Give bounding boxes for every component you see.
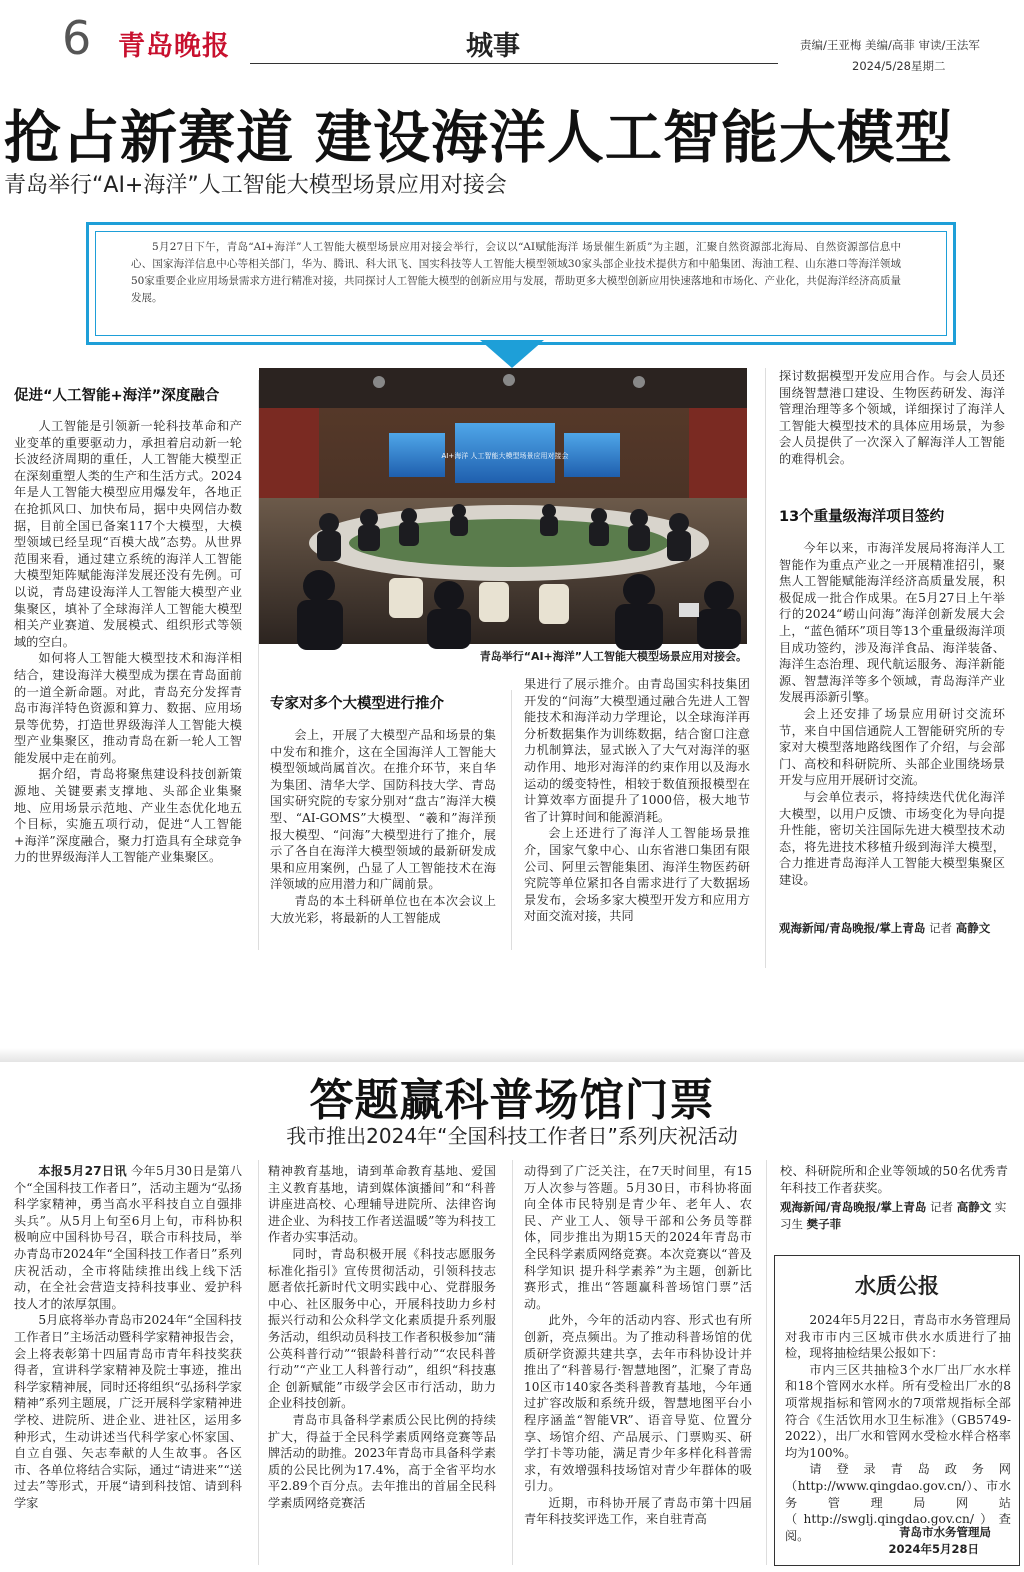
section-separator-band bbox=[0, 1048, 1024, 1062]
notice-signature-org: 青岛市水务管理局 bbox=[899, 1525, 991, 1539]
intro-box bbox=[86, 222, 956, 345]
subhead-model-promotion: 专家对多个大模型进行推介 bbox=[270, 696, 444, 712]
paragraph: 校、科研院所和企业等领域的50名优秀青年科技工作者获奖。 bbox=[780, 1164, 1008, 1195]
column-divider bbox=[258, 380, 259, 950]
paragraph: 2024年5月22日，青岛市水务管理局对我市市内三区城市供水水质进行了抽检，现将抽检结果公报如下： bbox=[785, 1313, 1011, 1361]
subheadline-2: 我市推出2024年“全国科技工作者日”系列庆祝活动 bbox=[286, 1124, 738, 1148]
notice-body bbox=[785, 1312, 1011, 1543]
byline-role: 记者 bbox=[929, 921, 953, 935]
newspaper-masthead: 青岛晚报 bbox=[118, 31, 230, 62]
paragraph: 动得到了广泛关注，在7天时间里，有15万人次参与答题。5月30日，市科协将面向全体市民特别是青少年、老年人、农民、产业工人、领导干部和公务员等群体，同步推出为期15天的2024年青岛市全民科学素质网络竞赛。本次竞赛以“普及科学知识 提升科学素养”为主题，创新比赛形式，推出“答题赢科普场馆门票”活动。 bbox=[524, 1164, 752, 1311]
headline-2: 答题赢科普场馆门票 bbox=[309, 1075, 715, 1126]
article1-column-4 bbox=[779, 540, 1005, 920]
paragraph: 据介绍，青岛将聚焦建设科技创新策源地、关键要素支撑地、头部企业集聚地、应用场景示范地、产业生态优化地五个目标，实施五项行动，促进“人工智能+海洋”深度融合，聚力打造具有全球竞争力的世界级海洋人工智能产业集聚区。 bbox=[14, 767, 242, 865]
article2-column-4 bbox=[780, 1163, 1008, 1199]
article2-column-3 bbox=[524, 1163, 752, 1567]
subheadline: 青岛举行“AI+海洋”人工智能大模型场景应用对接会 bbox=[4, 173, 507, 198]
article1-byline bbox=[779, 920, 1005, 937]
paragraph: 请登录青岛政务网（http://www.qingdao.gov.cn/）、市水务管理局网站（http://swglj.qingdao.gov.cn/）查阅。 bbox=[785, 1462, 1011, 1543]
paragraph: 近期，市科协开展了青岛市第十四届青年科技奖评选工作，来自驻青高 bbox=[524, 1495, 752, 1527]
paragraph: 青岛市具备科学素质公民比例的持续扩大，得益于全民科学素质网络竞赛等品牌活动的助推。2023年青岛市具备科学素质的公民比例为17.4%，高于全省平均水平2.89个百分点。去年推出的首届全民科学素质网络竞赛活 bbox=[268, 1412, 496, 1510]
paragraph: 探讨数据模型开发应用合作。与会人员还围绕智慧港口建设、生物医药研发、海洋管理治理等多个领域，详细探讨了海洋人工智能大模型技术的具体应用场景，为参会人员提供了一次深入了解海洋人工智能的难得机会。 bbox=[779, 369, 1005, 466]
paragraph: 人工智能是引领新一轮科技革命和产业变革的重要驱动力，承担着启动新一轮长波经济周期的重任，人工智能大模型正在深刻重塑人类的生产和生活方式。2024年是人工智能大模型应用爆发年，各地正在抢抓风口、加快布局，据中央网信办数据，目前全国已备案117个大模型，大模型领域已经呈现“百模大战”态势。从世界范围来看，通过建立系统的海洋人工智能大模型矩阵赋能海洋发展还没有先例。可以说，青岛建设海洋人工智能大模型产业集聚区，填补了全球海洋人工智能大模型相关产业赛道、发展模式、组织形式等领域的空白。 bbox=[14, 419, 242, 649]
subhead-deep-integration: 促进“人工智能+海洋”深度融合 bbox=[14, 388, 220, 404]
paragraph: 今年以来，市海洋发展局将海洋人工智能作为重点产业之一开展精准招引，聚焦人工智能赋能海洋经济高质量发展，积极促成一批合作成果。在5月27日上午举行的2024“崂山问海”海洋创新发展大会上，“蓝色循环”项目等13个重量级海洋项目成功签约，涉及海洋食品、海洋装备、海洋生态治理、现代航运服务、海洋新能源、智慧海洋等多个领域，青岛海洋产业发展再添新引擎。 bbox=[779, 541, 1005, 705]
paragraph: 今年5月30日是第八个“全国科技工作者日”，活动主题为“弘扬科学家精神，勇当高水平科技自立自强排头兵”。从5月上旬至6月上旬，市科协积极响应中国科协号召，联合市科技局，举办青岛市2024年“全国科技工作者日”系列庆祝活动，全市将陆续推出线上线下活动，在全社会营造支持科技事业、爱护科技人才的浓厚氛围。 bbox=[14, 1164, 243, 1311]
headline: 抢占新赛道 建设海洋人工智能大模型 bbox=[4, 105, 953, 171]
column-divider bbox=[766, 1160, 767, 1565]
paragraph: 与会单位表示，将持续迭代优化海洋大模型，以用户反馈、市场变化为导向提升性能，密切关注国际先进大模型技术动态，将先进技术移植升级到海洋大模型，合力推进青岛海洋人工智能大模型集聚区建设。 bbox=[779, 789, 1005, 887]
article1-column-1 bbox=[14, 418, 242, 958]
article1-column-4-top bbox=[779, 368, 1005, 486]
editor-credits: 责编/王亚梅 美编/高菲 审读/王法军 bbox=[800, 38, 980, 52]
byline-org: 观海新闻/青岛晚报/掌上青岛 bbox=[780, 1200, 927, 1214]
header-divider bbox=[250, 63, 778, 64]
paragraph: 如何将人工智能大模型技术和海洋相结合，建设海洋大模型成为摆在青岛面前的一道全新命题。对此，青岛充分发挥青岛市海洋特色资源和算力、数据、应用场景等优势，打造世界级海洋人工智能大模型产业集聚区，推动青岛在新一轮人工智能发展中走在前列。 bbox=[14, 651, 242, 765]
issue-date: 2024/5/28星期二 bbox=[852, 59, 946, 73]
conference-hall-illustration bbox=[259, 368, 747, 644]
paragraph: 精神教育基地，请到革命教育基地、爱国主义教育基地，请到媒体演播间”和“科普讲座进高校、心理辅导进院所、法律咨询进企业、为科技工作者送温暖”等为科技工作者办实事活动。 bbox=[268, 1164, 496, 1245]
paragraph: 5月底将举办青岛市2024年“全国科技工作者日”主场活动暨科学家精神报告会，会上将表彰第十四届青岛市青年科技奖获得者，宣讲科学家精神及院士事迹，推出科学家精神展，同时还将组织“弘扬科学家精神”系列主题展，广泛开展科学家精神进学校、进院所、进企业、进社区，运用多种形式，生动讲述当代科学家心怀家国、自立自强、矢志奉献的人生故事。各区市、各单位将结合实际，通过“请进来”“送过去”等形式，开展“请到科技馆、请到科学家 bbox=[14, 1313, 242, 1510]
paragraph: 果进行了展示推介。由青岛国实科技集团开发的“问海”大模型通过融合先进人工智能技术和海洋动力学理论，以全球海洋再分析数据集作为训练数据，结合窗口注意力机制算法，显式嵌入了大气对海洋的驱动作用、地形对海洋的约束作用以及海水运动的缓变特性，相较于数值预报模型在计算效率方面提升了1000倍，极大地节省了计算时间和能源消耗。 bbox=[524, 677, 750, 824]
subhead-signed-projects: 13个重量级海洋项目签约 bbox=[779, 509, 945, 525]
column-divider bbox=[765, 368, 766, 968]
paragraph: 会上还安排了场景应用研讨交流环节，来自中国信通院人工智能研究所的专家对大模型落地路线图作了介绍，与会部门、高校和科研院所、头部企业围绕场景开发与应用开展研讨交流。 bbox=[779, 706, 1005, 788]
page-number: 6 bbox=[62, 11, 92, 65]
conference-photo bbox=[259, 368, 747, 644]
byline-name: 高静文 bbox=[955, 921, 991, 935]
article1-column-2 bbox=[270, 727, 496, 949]
paragraph: 会上，开展了大模型产品和场景的集中发布和推介，这在全国海洋人工智能大模型领域尚属首次。在推介环节，来自华为集团、清华大学、国防科技大学、青岛国实研究院的专家分别对“盘古”海洋大模型、“AI-GOMS”大模型、“羲和”海洋预报大模型、“问海”大模型进行了推介，展示了各自在海洋大模型领域的最新研发成果和应用案例，凸显了人工智能技术在海洋领域的应用潜力和广阔前景。 bbox=[270, 728, 496, 892]
paragraph: 市内三区共抽检3个水厂出厂水水样和18个管网水水样。所有受检出厂水的8项常规指标和管网水的7项常规指标全部符合《生活饮用水卫生标准》（GB5749-2022），出厂水和管网水受检水样合格率均为100%。 bbox=[785, 1362, 1011, 1460]
byline-role: 实习生 bbox=[780, 1200, 1007, 1231]
intro-text: 5月27日下午，青岛“AI+海洋”人工智能大模型场景应用对接会举行，会议以“AI赋能海洋 场景催生新质”为主题，汇聚自然资源部北海局、自然资源部信息中心、国家海洋信息中心等相关部门，华为、腾讯、科大讯飞、国实科技等人工智能大模型领域30家头部企业技术提供方和中船集团、海油工程、山东港口等海洋领域50家重要企业应用场景需求方进行精准对接，共同探讨人工智能大模型的创新应用与发展，帮助更多大模型创新应用快速落地和市场化、产业化，共促海洋经济高质量发展。 bbox=[131, 241, 901, 304]
article2-column-1 bbox=[14, 1163, 242, 1567]
screen-text: AI+海洋 人工智能大模型场景应用对接会 bbox=[441, 452, 569, 460]
article2-column-2 bbox=[268, 1163, 496, 1567]
column-divider bbox=[512, 1160, 513, 1565]
paragraph: 青岛的本土科研单位也在本次会议上大放光彩，将最新的人工智能成 bbox=[270, 893, 496, 925]
photo-caption: 青岛举行“AI+海洋”人工智能大模型场景应用对接会。 bbox=[479, 650, 747, 663]
byline-org: 观海新闻/青岛晚报/掌上青岛 bbox=[779, 921, 926, 935]
byline-name: 樊子菲 bbox=[806, 1216, 842, 1231]
column-divider bbox=[511, 690, 512, 950]
notice-signature-date: 2024年5月28日 bbox=[888, 1542, 979, 1556]
intro-arrow-pointer bbox=[480, 340, 544, 368]
byline-name: 高静文 bbox=[956, 1200, 992, 1214]
section-title: 城事 bbox=[466, 31, 520, 62]
paragraph: 同时，青岛积极开展《科技志愿服务标准化指引》宣传贯彻活动，引领科技志愿者依托新时代文明实践中心、党群服务中心、社区服务中心，开展科技助力乡村振兴行动和公众科学文化素质提升系列服务活动，组织动员科技工作者积极参加“蒲公英科普行动”“银龄科普行动”“农民科普行动”“产业工人科普行动”，组织“科技惠企 创新赋能”市级学会区市行活动，助力企业科技创新。 bbox=[268, 1246, 496, 1411]
paragraph: 此外，今年的活动内容、形式也有所创新，亮点频出。为了推动科普场馆的优质研学资源共建共享，去年市科协设计并推出了“科普易行·智慧地图”，汇聚了青岛10区市140家各类科普教育基地，今年通过扩容改版和系统升级，智慧地图平台小程序涵盖“智能VR”、语音导览、位置分享、场馆介绍、产品展示、门票购买、研学打卡等功能，满足青少年多样化科普需求，有效增强科技场馆对青少年群体的吸引力。 bbox=[524, 1313, 752, 1494]
paragraph: 会上还进行了海洋人工智能场景推介，国家气象中心、山东省港口集团有限公司、阿里云智能集团、海洋生物医药研究院等单位紧扣各自需求进行了大数据场景发布，会场多家大模型开发方和应用方对面交流对接，共同 bbox=[524, 826, 750, 924]
notice-title: 水质公报 bbox=[855, 1274, 939, 1298]
article1-column-3 bbox=[524, 676, 750, 948]
column-divider bbox=[258, 1160, 259, 1565]
water-quality-notice bbox=[774, 1255, 1020, 1566]
dateline: 本报5月27日讯 bbox=[38, 1164, 127, 1178]
article2-byline bbox=[780, 1199, 1008, 1232]
byline-role: 记者 bbox=[930, 1200, 954, 1214]
